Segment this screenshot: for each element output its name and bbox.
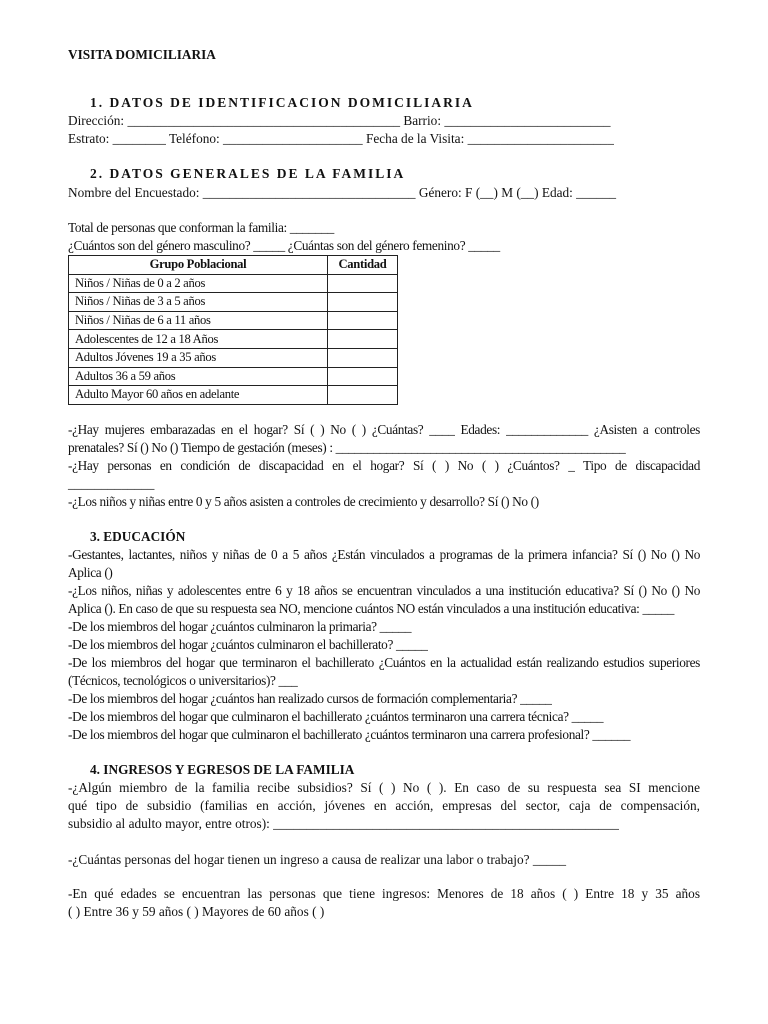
table-cell-quantity[interactable]	[328, 386, 398, 405]
table-row	[69, 293, 398, 312]
disability-question-line-1: -¿Hay personas en condición de discapacidad en el hogar? Sí ( ) No ( ) ¿Cuántos? _ Tipo de discapacidad	[68, 458, 700, 473]
table-cell-group: Adulto Mayor 60 años en adelante	[69, 386, 328, 405]
population-group-table	[68, 255, 398, 405]
table-cell-group: Niños / Niñas de 6 a 11 años	[69, 311, 328, 330]
education-line-11: -De los miembros del hogar que culminaron el bachillerato ¿cuántos terminaron una carrera profesional? ______	[68, 727, 631, 742]
table-row	[69, 311, 398, 330]
section-3-heading: 3. EDUCACIÓN	[90, 529, 186, 544]
table-row	[69, 330, 398, 349]
education-line-9: -De los miembros del hogar ¿cuántos han realizado cursos de formación complementaria? _____	[68, 691, 552, 706]
education-line-6: -De los miembros del hogar ¿cuántos culminaron el bachillerato? _____	[68, 637, 428, 652]
table-cell-group: Adolescentes de 12 a 18 Años	[69, 330, 328, 349]
table-cell-quantity[interactable]	[328, 348, 398, 367]
table-cell-group: Adultos 36 a 59 años	[69, 367, 328, 386]
table-cell-quantity[interactable]	[328, 293, 398, 312]
education-line-8: (Técnicos, tecnológicos o universitarios)? ___	[68, 673, 298, 688]
education-line-4: Aplica (). En caso de que su respuesta sea NO, mencione cuántos NO están vinculados a una institución educativa: _____	[68, 601, 674, 616]
table-header-quantity: Cantidad	[328, 256, 398, 275]
income-line-1: -¿Algún miembro de la familia recibe subsidios? Sí ( ) No ( ). En caso de su respuesta sea SI mencione	[68, 780, 700, 795]
education-line-5: -De los miembros del hogar ¿cuántos culminaron la primaria? _____	[68, 619, 412, 634]
income-line-3: subsidio al adulto mayor, entre otros): ____________________________________________________	[68, 816, 619, 831]
table-cell-quantity[interactable]	[328, 367, 398, 386]
table-row	[69, 367, 398, 386]
family-total-line: Total de personas que conforman la familia: _______	[68, 220, 334, 235]
table-cell-group: Niños / Niñas de 0 a 2 años	[69, 274, 328, 293]
table-header-group: Grupo Poblacional	[69, 256, 328, 275]
respondent-line: Nombre del Encuestado: ________________________________ Género: F (__) M (__) Edad: ______	[68, 185, 617, 200]
table-cell-group: Niños / Niñas de 3 a 5 años	[69, 293, 328, 312]
table-cell-quantity[interactable]	[328, 311, 398, 330]
growth-control-question: -¿Los niños y niñas entre 0 y 5 años asisten a controles de crecimiento y desarrollo? Sí () No ()	[68, 494, 539, 509]
income-line-6: ( ) Entre 36 y 59 años ( ) Mayores de 60 años ( )	[68, 904, 325, 919]
table-cell-quantity[interactable]	[328, 274, 398, 293]
address-barrio-line: Dirección: _________________________________________ Barrio: _________________________	[68, 113, 611, 128]
pregnant-question-line-2: prenatales? Sí () No () Tiempo de gestación (meses) : ______________________________________________	[68, 440, 626, 455]
section-1-heading: 1. DATOS DE IDENTIFICACION DOMICILIARIA	[90, 95, 474, 110]
table-row	[69, 386, 398, 405]
education-line-1: -Gestantes, lactantes, niños y niñas de 0 a 5 años ¿Están vinculados a programas de la primera infancia? Sí () No () No	[68, 547, 700, 562]
education-line-10: -De los miembros del hogar que culminaron el bachillerato ¿cuántos terminaron una carrera técnica? _____	[68, 709, 604, 724]
table-row	[69, 274, 398, 293]
income-line-2: qué tipo de subsidio (familias en acción, jóvenes en acción, empresas del sector, caja de compensación,	[68, 798, 700, 813]
estrato-phone-date-line: Estrato: ________ Teléfono: _____________________ Fecha de la Visita: ______________________	[68, 131, 614, 146]
table-row	[69, 348, 398, 367]
disability-question-line-2: _____________	[68, 476, 155, 491]
income-line-4: -¿Cuántas personas del hogar tienen un ingreso a causa de realizar una labor o trabajo? _____	[68, 852, 567, 867]
table-header-row	[69, 256, 398, 275]
education-line-7: -De los miembros del hogar que terminaron el bachillerato ¿Cuántos en la actualidad están realizando estudios superiores	[68, 655, 700, 670]
section-2-heading: 2. DATOS GENERALES DE LA FAMILIA	[90, 166, 406, 181]
education-line-3: -¿Los niños, niñas y adolescentes entre 6 y 18 años se encuentran vinculados a una institución educativa? Sí () No () No	[68, 583, 700, 598]
table-cell-group: Adultos Jóvenes 19 a 35 años	[69, 348, 328, 367]
income-line-5: -En qué edades se encuentran las personas que tiene ingresos: Menores de 18 años ( ) Entre 18 y 35 años	[68, 886, 700, 901]
gender-count-line: ¿Cuántos son del género masculino? _____ ¿Cuántas son del género femenino? _____	[68, 238, 500, 253]
education-line-2: Aplica ()	[68, 565, 113, 580]
pregnant-question-line-1: -¿Hay mujeres embarazadas en el hogar? Sí ( ) No ( ) ¿Cuántas? ____ Edades: _____________ ¿Asisten a controles	[68, 422, 700, 437]
table-cell-quantity[interactable]	[328, 330, 398, 349]
section-4-heading: 4. INGRESOS Y EGRESOS DE LA FAMILIA	[90, 762, 355, 777]
document-title: VISITA DOMICILIARIA	[68, 47, 216, 62]
